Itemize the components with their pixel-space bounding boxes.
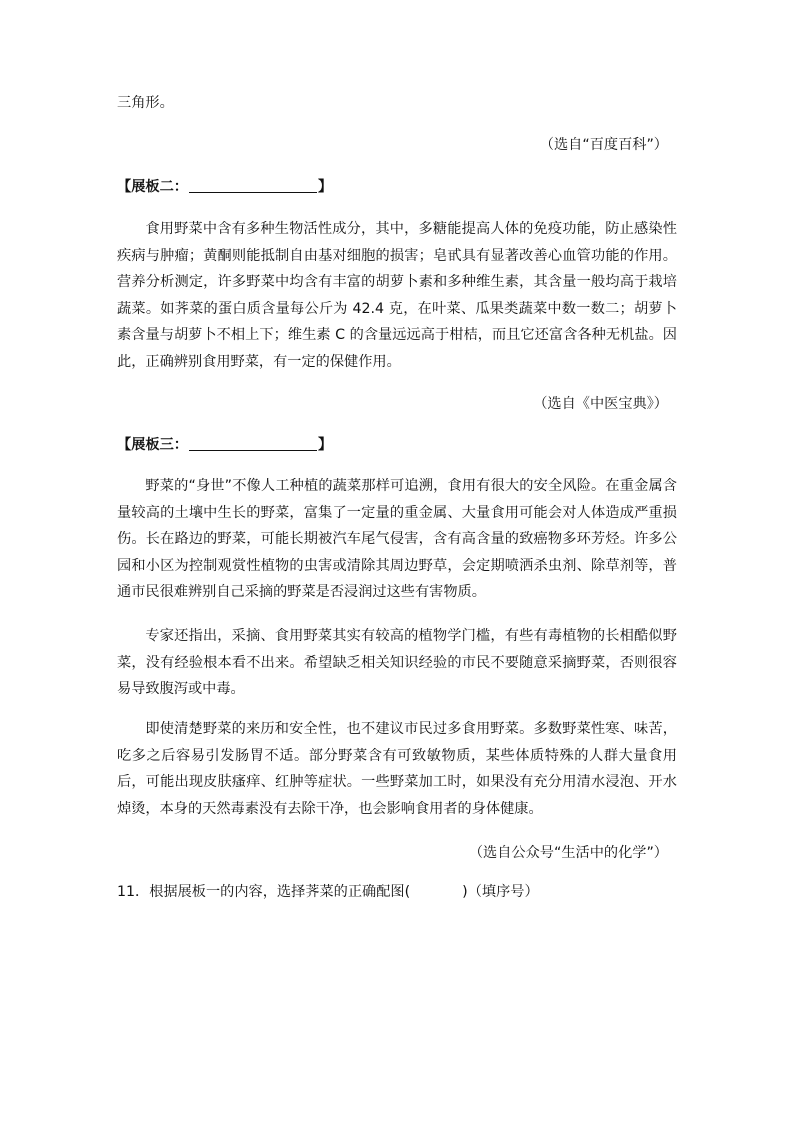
- board-3-paragraph-2: 专家还指出，采摘、食用野菜其实有较高的植物学门槛，有些有毒植物的长相酷似野菜，没有经验根本看不出来。希望缺乏相关知识经验的市民不要随意采摘野菜，否则很容易导致腹泻或中毒。: [117, 628, 677, 698]
- board-2-paragraph: 食用野菜中含有多种生物活性成分，其中，多糖能提高人体的免疫功能，防止感染性疾病与肿瘤；黄酮则能抵制自由基对细胞的损害；皂甙具有显著改善心血管功能的作用。营养分析测定，许多野菜中均含有丰富的胡萝卜素和多种维生素，其含量一般均高于栽培蔬菜。如荠菜的蛋白质含量每公斤为 42.4 克，在叶菜、瓜果类蔬菜中数一数二；胡萝卜素含量与胡萝卜不相上下；维生素 C 的含量远远高于柑桔，而且它还富含各种无机盐。因此，正确辨别食用野菜，有一定的保健作用。: [117, 221, 677, 370]
- board-3-heading-open: 【展板三：: [117, 437, 188, 453]
- board-3-source: （选自公众号“生活中的化学”）: [468, 845, 668, 861]
- board-2-heading-open: 【展板二：: [117, 179, 188, 195]
- board-2-source: （选自《中医宝典》）: [533, 396, 668, 412]
- question-11-text: 11．根据展板一的内容，选择荠菜的正确配图(: [117, 884, 411, 900]
- board-3-heading-close: 】: [317, 437, 333, 453]
- board-3-paragraph-1: 野菜的“身世”不像人工种植的蔬菜那样可追溯，食用有很大的安全风险。在重金属含量较高的土壤中生长的野菜，富集了一定量的重金属、大量食用可能会对人体造成严重损伤。长在路边的野菜，可能长期被汽车尾气侵害，含有高含量的致癌物多环芳烃。许多公园和小区为控制观赏性植物的虫害或清除其周边野草，会定期喷洒杀虫剂、除草剂等，普通市民很难辨别自己采摘的野菜是否浸润过这些有害物质。: [117, 478, 677, 601]
- source-citation-1: （选自“百度百科”）: [539, 137, 668, 153]
- board-2-heading: [117, 177, 677, 197]
- intro-tail-text: 三角形。: [117, 95, 174, 111]
- board-2-heading-close: 】: [317, 179, 333, 195]
- question-11: [117, 882, 677, 902]
- board-3-title-blank[interactable]: [189, 449, 317, 451]
- question-11-suffix: )（填序号）: [462, 884, 539, 900]
- board-3-heading: [117, 435, 677, 455]
- board-3-paragraph-3: 即使清楚野菜的来历和安全性，也不建议市民过多食用野菜。多数野菜性寒、味苦，吃多之后容易引发肠胃不适。部分野菜含有可致敏物质，某些体质特殊的人群大量食用后，可能出现皮肤瘙痒、红肿等症状。一些野菜加工时，如果没有充分用清水浸泡、开水焯烫，本身的天然毒素没有去除干净，也会影响食用者的身体健康。: [117, 721, 677, 817]
- board-2-title-blank[interactable]: [189, 191, 317, 193]
